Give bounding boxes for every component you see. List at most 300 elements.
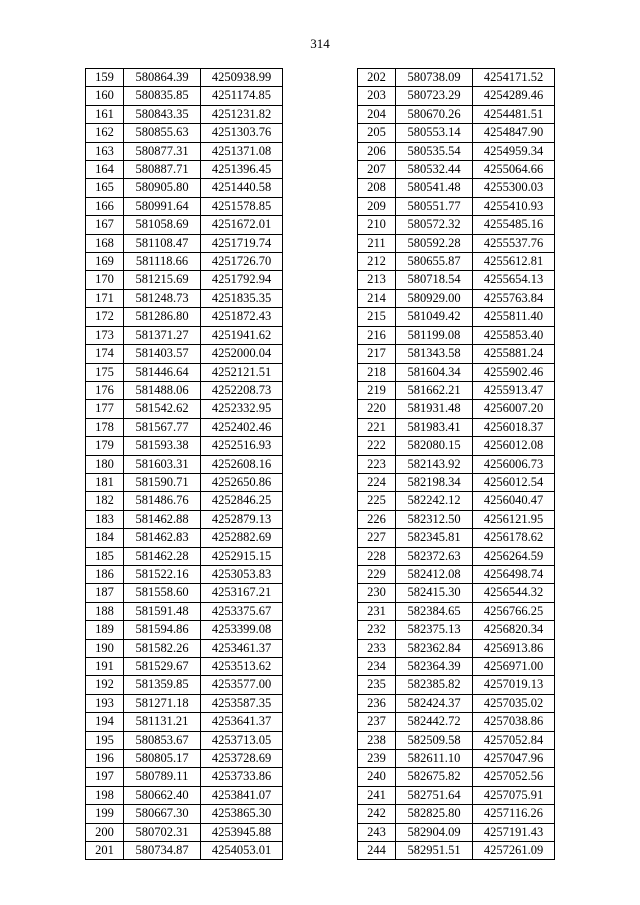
point-number-cell: 200 <box>86 823 124 841</box>
x-coordinate-cell: 582509.58 <box>396 731 473 749</box>
y-coordinate-cell: 4253461.37 <box>201 639 283 657</box>
y-coordinate-cell: 4252846.25 <box>201 492 283 510</box>
point-number-cell: 191 <box>86 658 124 676</box>
y-coordinate-cell: 4255537.76 <box>473 234 555 252</box>
point-number-cell: 210 <box>358 216 396 234</box>
point-number-cell: 203 <box>358 87 396 105</box>
table-row <box>358 750 555 768</box>
point-number-cell: 238 <box>358 731 396 749</box>
x-coordinate-cell: 580532.44 <box>396 161 473 179</box>
point-number-cell: 201 <box>86 842 124 860</box>
x-coordinate-cell: 580843.35 <box>124 105 201 123</box>
y-coordinate-cell: 4253053.83 <box>201 565 283 583</box>
table-row <box>358 326 555 344</box>
x-coordinate-cell: 582345.81 <box>396 529 473 547</box>
point-number-cell: 199 <box>86 805 124 823</box>
x-coordinate-cell: 580541.48 <box>396 179 473 197</box>
x-coordinate-cell: 581271.18 <box>124 694 201 712</box>
table-row <box>358 713 555 731</box>
table-row <box>358 197 555 215</box>
y-coordinate-cell: 4256012.54 <box>473 473 555 491</box>
y-coordinate-cell: 4257035.02 <box>473 694 555 712</box>
x-coordinate-cell: 582384.65 <box>396 602 473 620</box>
y-coordinate-cell: 4253167.21 <box>201 584 283 602</box>
table-row <box>358 584 555 602</box>
x-coordinate-cell: 581558.60 <box>124 584 201 602</box>
point-number-cell: 235 <box>358 676 396 694</box>
y-coordinate-cell: 4252608.16 <box>201 455 283 473</box>
y-coordinate-cell: 4253713.05 <box>201 731 283 749</box>
table-row <box>358 161 555 179</box>
y-coordinate-cell: 4254959.34 <box>473 142 555 160</box>
y-coordinate-cell: 4254289.46 <box>473 87 555 105</box>
x-coordinate-cell: 582825.80 <box>396 805 473 823</box>
point-number-cell: 192 <box>86 676 124 694</box>
y-coordinate-cell: 4252915.15 <box>201 547 283 565</box>
x-coordinate-cell: 582143.92 <box>396 455 473 473</box>
x-coordinate-cell: 582080.15 <box>396 437 473 455</box>
point-number-cell: 171 <box>86 289 124 307</box>
table-row <box>86 418 283 436</box>
point-number-cell: 206 <box>358 142 396 160</box>
table-row <box>358 179 555 197</box>
x-coordinate-cell: 580864.39 <box>124 69 201 87</box>
x-coordinate-cell: 582242.12 <box>396 492 473 510</box>
point-number-cell: 195 <box>86 731 124 749</box>
x-coordinate-cell: 581462.88 <box>124 510 201 528</box>
table-row <box>86 786 283 804</box>
y-coordinate-cell: 4252650.86 <box>201 473 283 491</box>
x-coordinate-cell: 582415.30 <box>396 584 473 602</box>
y-coordinate-cell: 4256498.74 <box>473 565 555 583</box>
point-number-cell: 189 <box>86 621 124 639</box>
point-number-cell: 204 <box>358 105 396 123</box>
table-row <box>86 529 283 547</box>
table-row <box>358 124 555 142</box>
x-coordinate-cell: 580805.17 <box>124 750 201 768</box>
y-coordinate-cell: 4255485.16 <box>473 216 555 234</box>
point-number-cell: 231 <box>358 602 396 620</box>
point-number-cell: 170 <box>86 271 124 289</box>
point-number-cell: 233 <box>358 639 396 657</box>
point-number-cell: 241 <box>358 786 396 804</box>
x-coordinate-cell: 581049.42 <box>396 308 473 326</box>
y-coordinate-cell: 4253733.86 <box>201 768 283 786</box>
table-row <box>358 87 555 105</box>
x-coordinate-cell: 580887.71 <box>124 161 201 179</box>
table-row <box>86 473 283 491</box>
y-coordinate-cell: 4255763.84 <box>473 289 555 307</box>
table-row <box>358 437 555 455</box>
y-coordinate-cell: 4251174.85 <box>201 87 283 105</box>
y-coordinate-cell: 4253728.69 <box>201 750 283 768</box>
point-number-cell: 219 <box>358 381 396 399</box>
x-coordinate-cell: 580855.63 <box>124 124 201 142</box>
point-number-cell: 242 <box>358 805 396 823</box>
point-number-cell: 161 <box>86 105 124 123</box>
table-row <box>86 437 283 455</box>
point-number-cell: 180 <box>86 455 124 473</box>
point-number-cell: 175 <box>86 363 124 381</box>
y-coordinate-cell: 4256913.86 <box>473 639 555 657</box>
y-coordinate-cell: 4256544.32 <box>473 584 555 602</box>
y-coordinate-cell: 4254847.90 <box>473 124 555 142</box>
table-row <box>86 565 283 583</box>
y-coordinate-cell: 4254171.52 <box>473 69 555 87</box>
point-number-cell: 168 <box>86 234 124 252</box>
point-number-cell: 224 <box>358 473 396 491</box>
point-number-cell: 198 <box>86 786 124 804</box>
coordinates-table-right-body <box>358 69 555 860</box>
table-row <box>358 289 555 307</box>
point-number-cell: 163 <box>86 142 124 160</box>
point-number-cell: 193 <box>86 694 124 712</box>
x-coordinate-cell: 580835.85 <box>124 87 201 105</box>
table-row <box>86 823 283 841</box>
x-coordinate-cell: 580551.77 <box>396 197 473 215</box>
point-number-cell: 197 <box>86 768 124 786</box>
table-row <box>358 842 555 860</box>
x-coordinate-cell: 581604.34 <box>396 363 473 381</box>
table-row <box>86 105 283 123</box>
point-number-cell: 207 <box>358 161 396 179</box>
table-row <box>358 271 555 289</box>
table-row <box>358 418 555 436</box>
table-row <box>86 805 283 823</box>
x-coordinate-cell: 581446.64 <box>124 363 201 381</box>
y-coordinate-cell: 4257047.96 <box>473 750 555 768</box>
x-coordinate-cell: 582904.09 <box>396 823 473 841</box>
table-row <box>86 289 283 307</box>
y-coordinate-cell: 4251726.70 <box>201 253 283 271</box>
point-number-cell: 240 <box>358 768 396 786</box>
x-coordinate-cell: 581248.73 <box>124 289 201 307</box>
point-number-cell: 164 <box>86 161 124 179</box>
table-row <box>358 676 555 694</box>
y-coordinate-cell: 4253399.08 <box>201 621 283 639</box>
table-row <box>86 768 283 786</box>
point-number-cell: 172 <box>86 308 124 326</box>
table-row <box>86 253 283 271</box>
y-coordinate-cell: 4255853.40 <box>473 326 555 344</box>
y-coordinate-cell: 4253945.88 <box>201 823 283 841</box>
table-row <box>86 694 283 712</box>
table-row <box>86 676 283 694</box>
x-coordinate-cell: 580655.87 <box>396 253 473 271</box>
x-coordinate-cell: 581662.21 <box>396 381 473 399</box>
point-number-cell: 182 <box>86 492 124 510</box>
table-row <box>358 529 555 547</box>
table-row <box>358 492 555 510</box>
table-row <box>86 602 283 620</box>
y-coordinate-cell: 4256766.25 <box>473 602 555 620</box>
x-coordinate-cell: 582611.10 <box>396 750 473 768</box>
x-coordinate-cell: 581488.06 <box>124 381 201 399</box>
point-number-cell: 230 <box>358 584 396 602</box>
y-coordinate-cell: 4251792.94 <box>201 271 283 289</box>
point-number-cell: 176 <box>86 381 124 399</box>
table-row <box>358 786 555 804</box>
x-coordinate-cell: 580905.80 <box>124 179 201 197</box>
y-coordinate-cell: 4253577.00 <box>201 676 283 694</box>
y-coordinate-cell: 4251941.62 <box>201 326 283 344</box>
point-number-cell: 159 <box>86 69 124 87</box>
x-coordinate-cell: 581542.62 <box>124 400 201 418</box>
x-coordinate-cell: 581529.67 <box>124 658 201 676</box>
x-coordinate-cell: 581118.66 <box>124 253 201 271</box>
y-coordinate-cell: 4257116.26 <box>473 805 555 823</box>
x-coordinate-cell: 582372.63 <box>396 547 473 565</box>
x-coordinate-cell: 581462.28 <box>124 547 201 565</box>
point-number-cell: 232 <box>358 621 396 639</box>
y-coordinate-cell: 4255654.13 <box>473 271 555 289</box>
y-coordinate-cell: 4257052.56 <box>473 768 555 786</box>
y-coordinate-cell: 4252332.95 <box>201 400 283 418</box>
point-number-cell: 162 <box>86 124 124 142</box>
table-row <box>358 510 555 528</box>
point-number-cell: 190 <box>86 639 124 657</box>
y-coordinate-cell: 4252402.46 <box>201 418 283 436</box>
point-number-cell: 211 <box>358 234 396 252</box>
point-number-cell: 160 <box>86 87 124 105</box>
table-row <box>86 197 283 215</box>
table-row <box>358 805 555 823</box>
table-row <box>358 381 555 399</box>
x-coordinate-cell: 581567.77 <box>124 418 201 436</box>
y-coordinate-cell: 4254053.01 <box>201 842 283 860</box>
x-coordinate-cell: 580535.54 <box>396 142 473 160</box>
point-number-cell: 169 <box>86 253 124 271</box>
y-coordinate-cell: 4252516.93 <box>201 437 283 455</box>
point-number-cell: 234 <box>358 658 396 676</box>
x-coordinate-cell: 581462.83 <box>124 529 201 547</box>
point-number-cell: 218 <box>358 363 396 381</box>
point-number-cell: 177 <box>86 400 124 418</box>
point-number-cell: 236 <box>358 694 396 712</box>
y-coordinate-cell: 4251835.35 <box>201 289 283 307</box>
y-coordinate-cell: 4251303.76 <box>201 124 283 142</box>
point-number-cell: 212 <box>358 253 396 271</box>
table-row <box>86 326 283 344</box>
x-coordinate-cell: 580572.32 <box>396 216 473 234</box>
table-row <box>86 271 283 289</box>
table-row <box>86 234 283 252</box>
x-coordinate-cell: 581359.85 <box>124 676 201 694</box>
x-coordinate-cell: 581983.41 <box>396 418 473 436</box>
table-row <box>358 547 555 565</box>
point-number-cell: 244 <box>358 842 396 860</box>
coordinates-table-left-body <box>86 69 283 860</box>
y-coordinate-cell: 4251578.85 <box>201 197 283 215</box>
point-number-cell: 226 <box>358 510 396 528</box>
x-coordinate-cell: 581522.16 <box>124 565 201 583</box>
y-coordinate-cell: 4250938.99 <box>201 69 283 87</box>
x-coordinate-cell: 581593.38 <box>124 437 201 455</box>
table-row <box>86 363 283 381</box>
table-row <box>358 639 555 657</box>
x-coordinate-cell: 582312.50 <box>396 510 473 528</box>
point-number-cell: 228 <box>358 547 396 565</box>
y-coordinate-cell: 4256178.62 <box>473 529 555 547</box>
table-row <box>86 87 283 105</box>
point-number-cell: 196 <box>86 750 124 768</box>
point-number-cell: 213 <box>358 271 396 289</box>
point-number-cell: 229 <box>358 565 396 583</box>
y-coordinate-cell: 4256040.47 <box>473 492 555 510</box>
table-row <box>86 731 283 749</box>
table-row <box>358 400 555 418</box>
table-row <box>86 216 283 234</box>
x-coordinate-cell: 581931.48 <box>396 400 473 418</box>
table-row <box>86 124 283 142</box>
table-row <box>86 510 283 528</box>
table-row <box>358 473 555 491</box>
table-row <box>86 750 283 768</box>
table-row <box>358 694 555 712</box>
y-coordinate-cell: 4253841.07 <box>201 786 283 804</box>
point-number-cell: 225 <box>358 492 396 510</box>
y-coordinate-cell: 4253587.35 <box>201 694 283 712</box>
table-row <box>86 584 283 602</box>
y-coordinate-cell: 4252000.04 <box>201 345 283 363</box>
table-row <box>358 234 555 252</box>
x-coordinate-cell: 582751.64 <box>396 786 473 804</box>
table-row <box>86 713 283 731</box>
point-number-cell: 205 <box>358 124 396 142</box>
point-number-cell: 227 <box>358 529 396 547</box>
x-coordinate-cell: 581343.58 <box>396 345 473 363</box>
x-coordinate-cell: 580723.29 <box>396 87 473 105</box>
table-row <box>86 621 283 639</box>
table-row <box>358 621 555 639</box>
y-coordinate-cell: 4255881.24 <box>473 345 555 363</box>
y-coordinate-cell: 4257052.84 <box>473 731 555 749</box>
x-coordinate-cell: 582385.82 <box>396 676 473 694</box>
y-coordinate-cell: 4253513.62 <box>201 658 283 676</box>
y-coordinate-cell: 4251396.45 <box>201 161 283 179</box>
y-coordinate-cell: 4256018.37 <box>473 418 555 436</box>
y-coordinate-cell: 4256006.73 <box>473 455 555 473</box>
y-coordinate-cell: 4257038.86 <box>473 713 555 731</box>
table-row <box>358 142 555 160</box>
table-row <box>358 69 555 87</box>
point-number-cell: 223 <box>358 455 396 473</box>
table-row <box>86 179 283 197</box>
point-number-cell: 186 <box>86 565 124 583</box>
point-number-cell: 239 <box>358 750 396 768</box>
y-coordinate-cell: 4255064.66 <box>473 161 555 179</box>
y-coordinate-cell: 4253641.37 <box>201 713 283 731</box>
table-row <box>358 308 555 326</box>
y-coordinate-cell: 4255913.47 <box>473 381 555 399</box>
point-number-cell: 184 <box>86 529 124 547</box>
y-coordinate-cell: 4255811.40 <box>473 308 555 326</box>
y-coordinate-cell: 4256820.34 <box>473 621 555 639</box>
x-coordinate-cell: 581371.27 <box>124 326 201 344</box>
x-coordinate-cell: 580718.54 <box>396 271 473 289</box>
table-row <box>86 400 283 418</box>
table-row <box>358 105 555 123</box>
y-coordinate-cell: 4251719.74 <box>201 234 283 252</box>
x-coordinate-cell: 581199.08 <box>396 326 473 344</box>
table-row <box>86 547 283 565</box>
y-coordinate-cell: 4251672.01 <box>201 216 283 234</box>
x-coordinate-cell: 582364.39 <box>396 658 473 676</box>
x-coordinate-cell: 580662.40 <box>124 786 201 804</box>
point-number-cell: 185 <box>86 547 124 565</box>
point-number-cell: 174 <box>86 345 124 363</box>
point-number-cell: 243 <box>358 823 396 841</box>
point-number-cell: 214 <box>358 289 396 307</box>
y-coordinate-cell: 4253375.67 <box>201 602 283 620</box>
point-number-cell: 181 <box>86 473 124 491</box>
x-coordinate-cell: 580789.11 <box>124 768 201 786</box>
table-row <box>358 363 555 381</box>
y-coordinate-cell: 4256264.59 <box>473 547 555 565</box>
point-number-cell: 209 <box>358 197 396 215</box>
coordinates-table-left <box>85 68 283 860</box>
point-number-cell: 221 <box>358 418 396 436</box>
table-row <box>86 492 283 510</box>
x-coordinate-cell: 581131.21 <box>124 713 201 731</box>
x-coordinate-cell: 581594.86 <box>124 621 201 639</box>
x-coordinate-cell: 582198.34 <box>396 473 473 491</box>
y-coordinate-cell: 4255902.46 <box>473 363 555 381</box>
x-coordinate-cell: 581603.31 <box>124 455 201 473</box>
point-number-cell: 217 <box>358 345 396 363</box>
y-coordinate-cell: 4251872.43 <box>201 308 283 326</box>
x-coordinate-cell: 581058.69 <box>124 216 201 234</box>
y-coordinate-cell: 4251440.58 <box>201 179 283 197</box>
x-coordinate-cell: 580702.31 <box>124 823 201 841</box>
y-coordinate-cell: 4252879.13 <box>201 510 283 528</box>
y-coordinate-cell: 4253865.30 <box>201 805 283 823</box>
x-coordinate-cell: 582424.37 <box>396 694 473 712</box>
y-coordinate-cell: 4256971.00 <box>473 658 555 676</box>
y-coordinate-cell: 4256007.20 <box>473 400 555 418</box>
y-coordinate-cell: 4251371.08 <box>201 142 283 160</box>
coordinates-table-right <box>357 68 555 860</box>
x-coordinate-cell: 582362.84 <box>396 639 473 657</box>
table-row <box>86 161 283 179</box>
table-row <box>86 381 283 399</box>
point-number-cell: 208 <box>358 179 396 197</box>
table-row <box>86 142 283 160</box>
y-coordinate-cell: 4251231.82 <box>201 105 283 123</box>
y-coordinate-cell: 4256012.08 <box>473 437 555 455</box>
x-coordinate-cell: 580734.87 <box>124 842 201 860</box>
x-coordinate-cell: 582375.13 <box>396 621 473 639</box>
x-coordinate-cell: 580553.14 <box>396 124 473 142</box>
x-coordinate-cell: 580670.26 <box>396 105 473 123</box>
table-row <box>86 639 283 657</box>
table-row <box>86 308 283 326</box>
point-number-cell: 237 <box>358 713 396 731</box>
point-number-cell: 179 <box>86 437 124 455</box>
x-coordinate-cell: 580929.00 <box>396 289 473 307</box>
table-row <box>358 731 555 749</box>
x-coordinate-cell: 580877.31 <box>124 142 201 160</box>
y-coordinate-cell: 4252208.73 <box>201 381 283 399</box>
point-number-cell: 178 <box>86 418 124 436</box>
x-coordinate-cell: 580853.67 <box>124 731 201 749</box>
x-coordinate-cell: 581286.80 <box>124 308 201 326</box>
y-coordinate-cell: 4252121.51 <box>201 363 283 381</box>
point-number-cell: 187 <box>86 584 124 602</box>
point-number-cell: 165 <box>86 179 124 197</box>
table-row <box>358 823 555 841</box>
y-coordinate-cell: 4257191.43 <box>473 823 555 841</box>
